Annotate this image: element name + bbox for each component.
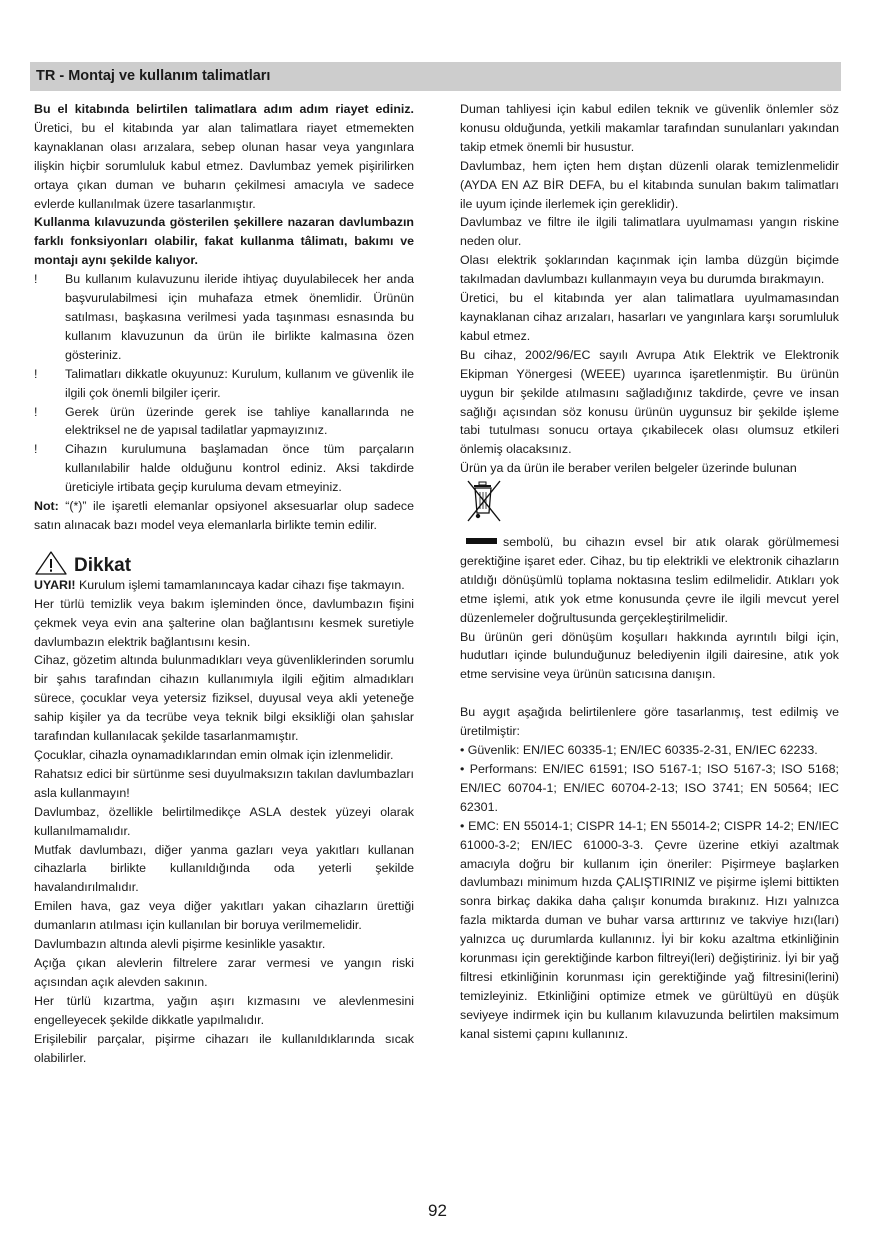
intro-text: Üretici, bu el kitabında yar alan talimatlara riayet etmemekten kaynaklanan olası arızalara, sebep olunan hasar veya yangınlara ilişkin hiçbir sorumluluk kabul etmez. Davlumbaz yemek pişirilirken ortaya çıkan duman ve buharın çekilmesi amacıyla ve sadece evlerde kullanılmak üzere tasarlanmıştır. bbox=[34, 120, 414, 211]
intro-bold: Bu el kitabında belirtilen talimatlara adım adım riayet ediniz. bbox=[34, 102, 414, 116]
functions-note: Kullanma kılavuzunda gösterilen şekillere nazaran davlumbazın farklı fonksiyonları olabilir, fakat kullanma tâlimatı, bakımı ve montajı aynı şekilde kalıyor. bbox=[34, 215, 414, 268]
section-title: TR - Montaj ve kullanım talimatları bbox=[36, 68, 271, 84]
bullet-item bbox=[34, 365, 414, 403]
note-paragraph bbox=[34, 497, 414, 535]
page-number: 92 bbox=[428, 1201, 447, 1220]
emc-standards: • EMC: EN 55014-1; CISPR 14-1; EN 55014-2; CISPR 14-2; EN/IEC 61000-3-2; EN/IEC 61000-3-3. Çevre üzerine etkiyi azaltmak amacıyla doğru bir kullanım için öneriler: Pişirmeye başlarken davlumbazı minimum hızda ÇALIŞTIRINIZ ve pişirme işlemi bittikten sonra birkaç dakika daha çalışır konumda bırakınız. Hızı yalnızca fazla miktarda duman ve buhar varsa arttırınız ve takviye hızı(ları) yalnızca uç durumlarda kullanınız. İyi bir koku azaltma etkinliğinin korunması için gerektiğinde karbon filtreyi(leri) değiştiriniz. İyi bir yağ filtresi etkinliğinin korunması için gerektiğinde yağ filtresini(lerini) temizleyiniz. Etkinliğini optimize etmek ve gürültüyü en düşük seviyeye indirmek için bu kullanım kılavuzunda belirtilen maksimum kanal sistemi çapını kullanınız. bbox=[460, 818, 839, 1041]
bullet-text: Cihazın kurulumuna başlamadan önce tüm parçaların kullanılabilir halde olduğunu kontrol ediniz. Aksi takdirde üreticiyle irtibata geçip kuruluma devam etmeyiniz. bbox=[65, 442, 414, 495]
bullet-item bbox=[34, 270, 414, 365]
warning-paragraph: Çocuklar, cihazla oynamadıklarından emin olmak için izlenmelidir. bbox=[34, 748, 394, 762]
warning-paragraph: Erişilebilir parçalar, pişirme cihazarı ile kullanıldıklarında sıcak olabilirler. bbox=[34, 1031, 414, 1065]
warning-paragraph: Davlumbazın altında alevli pişirme kesinlikle yasaktır. bbox=[34, 937, 326, 952]
performance-standards: • Performans: EN/IEC 61591; ISO 5167-1; ISO 5167-3; ISO 5168; EN/IEC 60704-1; EN/IEC 60704-2-13; ISO 3741; EN 50564; IEC 62301. bbox=[460, 762, 839, 814]
crossed-out-wheelie-bin-icon bbox=[464, 479, 504, 523]
intro-paragraph bbox=[34, 100, 414, 213]
warning-first: Kurulum işlemi tamamlanıncaya kadar cihazı fişe takmayın. bbox=[75, 577, 405, 592]
warning-title: Dikkat bbox=[74, 554, 132, 576]
spacer bbox=[460, 684, 839, 703]
safety-standards: • Güvenlik: EN/IEC 60335-1; EN/IEC 60335-2-31, EN/IEC 62233. bbox=[460, 743, 818, 758]
right-paragraph: Davlumbaz ve filtre ile ilgili talimatlara uyulmaması yangın riskine neden olur. bbox=[460, 215, 839, 249]
bullet-text: Talimatları dikkatle okuyunuz: Kurulum, kullanım ve güvenlik ile ilgili çok önemli bilgiler içerir. bbox=[65, 366, 414, 400]
right-paragraph: Ürün ya da ürün ile beraber verilen belgeler üzerinde bulunan bbox=[460, 461, 797, 476]
right-paragraph: Davlumbaz, hem içten hem dıştan düzenli olarak temizlenmelidir (AYDA EN AZ BİR DEFA, bu el kitabında sunulan bakım talimatları ile uyum içinde ilerlemek için gereklidir). bbox=[460, 158, 839, 211]
warning-paragraph: Açığa çıkan alevlerin filtrelere zarar vermesi ve yangın riski açısından açık alevden sakının. bbox=[34, 955, 414, 989]
warning-paragraph: Emilen hava, gaz veya diğer yakıtları yakan cihazların ürettiği dumanların atılması için kullanılan bir boruya verilmemelidir. bbox=[34, 899, 414, 933]
warning-paragraph: Mutfak davlumbazı, diğer yanma gazları veya yakıtları kullanan cihazlarla birlikte kullanıldığında oda yeterli şekilde havalandırılmalıdır. bbox=[34, 842, 414, 895]
warning-heading bbox=[34, 550, 414, 576]
right-paragraph: Bu cihaz, 2002/96/EC sayılı Avrupa Atık Elektrik ve Elektronik Ekipman Yönergesi (WEEE) uyarınca işaretlenmiştir. Bu ürünün uygun bir şekilde atılmasını sağladığınız takdirde, çevre ve insan sağlığı açısından söz konusu ürünün uygunsuz bir şekilde işleme tabi tutulması sonucu ortaya çıkabilecek olası olumsuz etkileri önlemiş olacaksınız. bbox=[460, 347, 839, 457]
warning-paragraph: Her türlü temizlik veya bakım işleminden önce, davlumbazın fişini çekmek veya evin ana şalterine olan bağlantısını kesmek suretiyle davlumbazın elektrik bağlantısını kesin. bbox=[34, 596, 414, 649]
design-paragraph: Bu aygıt aşağıda belirtilenlere göre tasarlanmış, test edilmiş ve üretilmiştir: bbox=[460, 705, 839, 739]
warning-label: UYARI! bbox=[34, 577, 76, 592]
right-paragraph: Olası elektrik şoklarından kaçınmak için lamba düzgün biçimde takılmadan davlumbazı kullanmayın veya bu durumda bırakmayın. bbox=[460, 253, 839, 287]
warning-paragraph: Her türlü kızartma, yağın aşırı kızmasını ve alevlenmesini engelleyecek şekilde dikkatle yapılmalıdır. bbox=[34, 993, 414, 1027]
warning-paragraph: Cihaz, gözetim altında bulunmadıkları veya güvenliklerinden sorumlu bir şahıs tarafından cihazın kullanımıyla ilgili eğitim almadıkları sürece, çocuklar veya yetersiz fiziksel, duyusal veya akli yeteneğe sahip kişiler ya da tecrübe veya teknik bilgi eksikliği olan şahıslar tarafından kullanılacak şekilde tasarlanmamıştır. bbox=[34, 653, 414, 744]
right-column bbox=[460, 100, 839, 1044]
bullet-text: Bu kullanım kulavuzunu ileride ihtiyaç duyulabilecek her anda başvurulabilmesi için muhafaza etmek önemlidir. Ürünün satılması, başkasına verilmesi yada taşınması esnasında bu kullanım klavuzunun da ürün ile birlikte kalmasına özen gösteriniz. bbox=[65, 272, 414, 362]
left-column bbox=[34, 100, 414, 1067]
note-label: Not: bbox=[34, 499, 59, 514]
bullet-mark: ! bbox=[34, 366, 38, 381]
section-header bbox=[30, 62, 841, 91]
warning-triangle-icon bbox=[34, 550, 68, 576]
bullet-item bbox=[34, 403, 414, 441]
warning-paragraph bbox=[34, 576, 414, 595]
recycle-paragraph: Bu ürünün geri dönüşüm koşulları hakkında ayrıntılı bilgi için, hudutları içinde bulunduğunuz belediyenin ilgili dairesine, atık yok etme servisine veya ürünün satıcısına danışın. bbox=[460, 629, 839, 682]
black-bar-icon bbox=[466, 538, 497, 544]
bullet-mark: ! bbox=[34, 272, 38, 287]
bullet-mark: ! bbox=[34, 404, 38, 419]
right-paragraph: Duman tahliyesi için kabul edilen teknik ve güvenlik önlemler söz konusu olduğunda, yetkili makamlar tarafından sunulanları yakından takip etmek önemli bir husustur. bbox=[460, 102, 839, 154]
bullet-text: Gerek ürün üzerinde gerek ise tahliye kanallarında ne elektriksel ne de yapısal tadilatlar yapmayızınız. bbox=[65, 404, 414, 438]
warning-paragraph: Davlumbaz, özellikle belirtilmedikçe ASLA destek yüzeyi olarak kullanılmamalıdır. bbox=[34, 804, 414, 838]
warning-paragraph: Rahatsız edici bir sürtünme sesi duyulmaksızın takılan davlumbazları asla kullanmayın! bbox=[34, 766, 414, 800]
right-paragraph: Üretici, bu el kitabında yer alan talimatlara uyulmamasından kaynaklanan cihaz arızaları, hasarları ve yangınlara karşı sorumluluk kabul etmez. bbox=[460, 291, 839, 343]
symbol-text: sembolü, bu cihazın evsel bir atık olarak görülmemesi gerektiğine işaret eder. Cihaz, bu tip elektrikli ve elektronik cihazların atıldığı dönüşümlü toplama noktasına teslim edilmelidir. Atıkları yok etme işlemi, atık yok etme konusunda çevre ile ilgili mevcut yerel düzenlemeler doğrultusunda gerçekleştirilmelidir. bbox=[460, 535, 839, 625]
bullet-mark: ! bbox=[34, 442, 38, 457]
symbol-paragraph bbox=[460, 533, 839, 628]
note-text: “(*)” ile işaretli elemanlar opsiyonel aksesuarlar olup sadece satın alınacak bazı model veya elemanlarla birlikte temin edilir. bbox=[34, 499, 414, 532]
bullet-item bbox=[34, 440, 414, 497]
